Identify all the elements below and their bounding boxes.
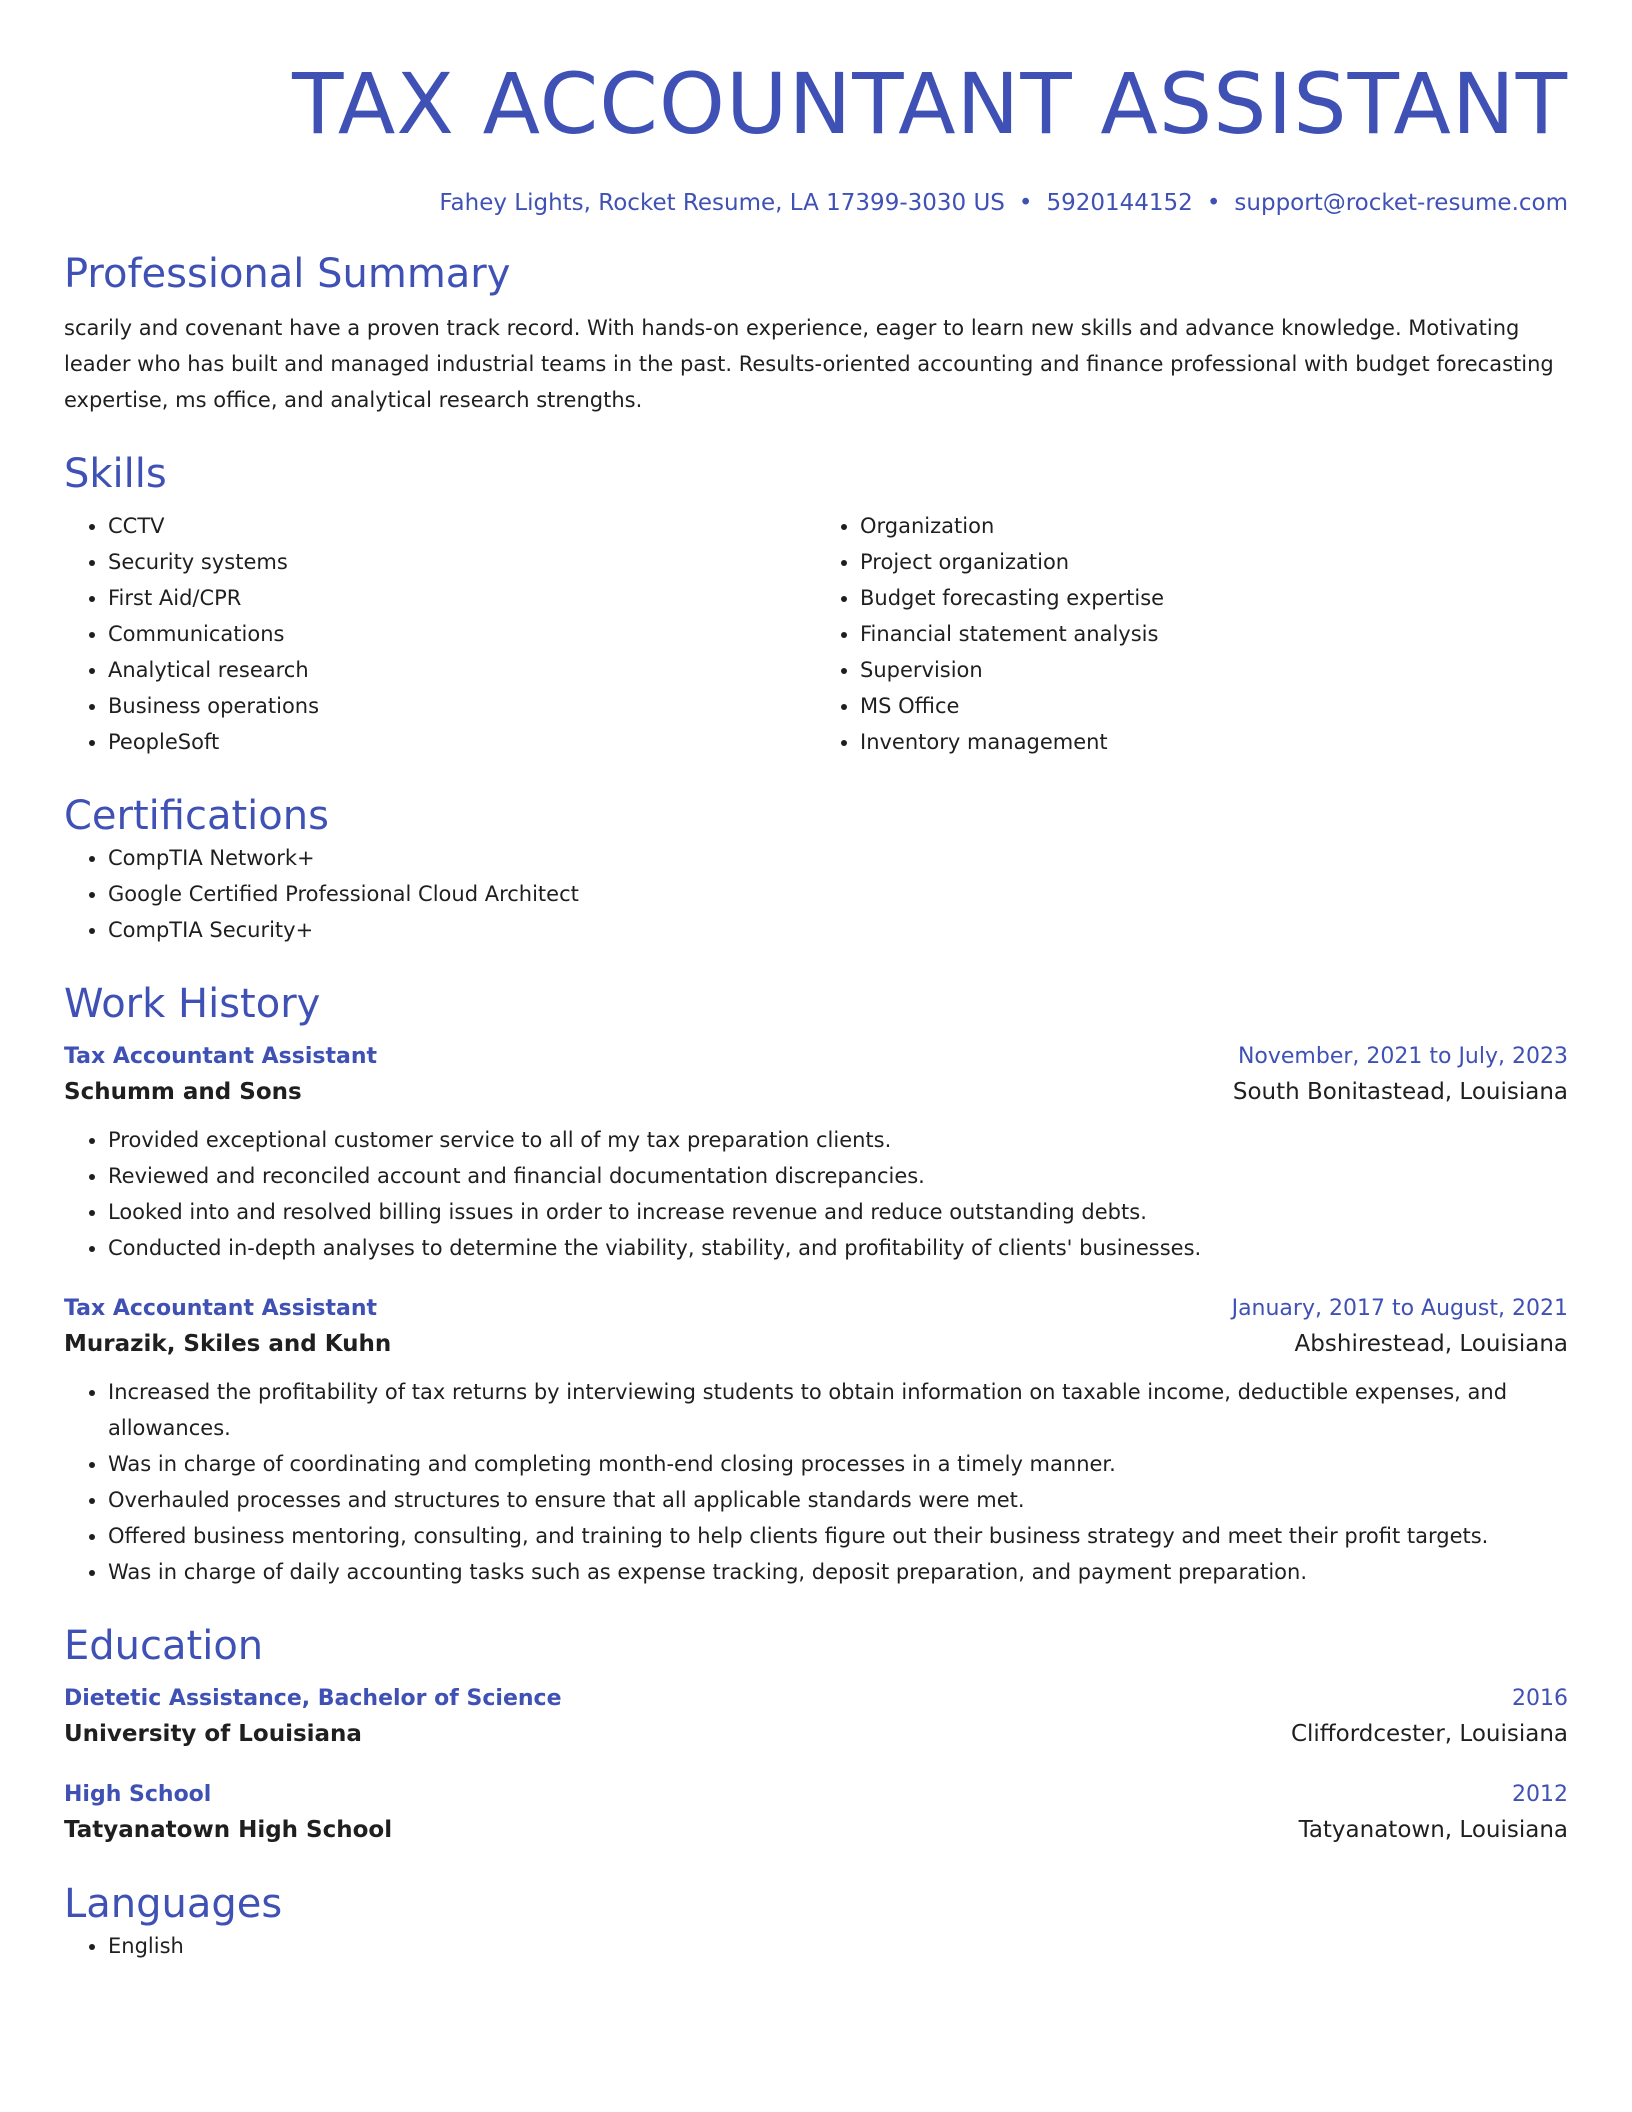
job-entry [64,1040,1568,1266]
job-title: Tax Accountant Assistant [64,1044,378,1069]
contact-line [64,188,1568,218]
skills-heading: Skills [64,451,167,497]
education-subheader [64,1812,1568,1848]
work-history-heading: Work History [64,981,321,1027]
resume-title: TAX ACCOUNTANT ASSISTANT [292,55,1568,153]
job-bullets [64,1122,1568,1266]
language-item: • English [108,1928,1568,1964]
education-entry [64,1682,1568,1752]
skill-item: • Analytical research [108,652,816,688]
job-location: South Bonitastead, Louisiana [1232,1079,1568,1105]
education-degree: Dietetic Assistance, Bachelor of Science [64,1686,562,1711]
job-entry [64,1292,1568,1590]
job-company: Murazik, Skiles and Kuhn [64,1331,392,1357]
job-bullet: • Provided exceptional customer service to all of my tax preparation clients. [108,1122,1568,1158]
job-bullet: • Was in charge of coordinating and completing month-end closing processes in a timely manner. [108,1446,1568,1482]
skill-item: • CCTV [108,508,816,544]
job-dates: November, 2021 to July, 2023 [1237,1044,1568,1069]
education-school: Tatyanatown High School [64,1817,393,1843]
job-dates: January, 2017 to August, 2021 [1231,1296,1568,1321]
skill-item: • MS Office [860,688,1568,724]
skill-item: • Security systems [108,544,816,580]
certification-item: • CompTIA Network+ [108,840,1568,876]
skills-list-right [816,508,1568,760]
job-bullets [64,1374,1568,1590]
education-header [64,1778,1568,1812]
skills-section [64,450,1568,760]
skills-grid [64,508,1568,760]
skill-item: • Supervision [860,652,1568,688]
job-title: Tax Accountant Assistant [64,1296,378,1321]
education-location: Cliffordcester, Louisiana [1290,1721,1568,1747]
skill-item: • Financial statement analysis [860,616,1568,652]
contact-email[interactable]: support@rocket-resume.com [1234,190,1568,216]
job-subheader [64,1074,1568,1110]
job-bullet: • Conducted in-depth analyses to determine the viability, stability, and profitability of clients' businesses. [108,1230,1568,1266]
summary-text: scarily and covenant have a proven track record. With hands-on experience, eager to learn new skills and advance knowledge. Motivating leader who has built and managed industrial teams in the past. Results-oriented accounting and finance professional with budget forecasting expertise, ms office, and analytical research strengths. [64,316,1554,412]
contact-address: Fahey Lights, Rocket Resume, LA 17399-3030 US [439,190,1005,216]
skills-column-right [816,508,1568,760]
skill-item: • Project organization [860,544,1568,580]
skills-column-left [64,508,816,760]
languages-heading: Languages [64,1881,283,1927]
job-bullet: • Looked into and resolved billing issues in order to increase revenue and reduce outstanding debts. [108,1194,1568,1230]
job-location: Abshirestead, Louisiana [1294,1331,1568,1357]
education-year: 2016 [1512,1686,1568,1711]
summary-section [64,250,1568,418]
education-degree: High School [64,1782,212,1807]
languages-section [64,1880,1568,1964]
skill-item: • PeopleSoft [108,724,816,760]
skill-item: • Inventory management [860,724,1568,760]
education-location: Tatyanatown, Louisiana [1298,1817,1568,1843]
skill-item: • Communications [108,616,816,652]
work-history-section [64,980,1568,1590]
education-entry [64,1778,1568,1848]
contact-phone: 5920144152 [1046,190,1193,216]
certifications-heading: Certifications [64,793,329,839]
skills-list-left [64,508,816,760]
languages-list [64,1928,1568,1964]
certification-item: • Google Certified Professional Cloud Architect [108,876,1568,912]
job-company: Schumm and Sons [64,1079,302,1105]
contact-separator: • [1206,190,1221,216]
job-bullet: • Offered business mentoring, consulting, and training to help clients figure out their business strategy and meet their profit targets. [108,1518,1568,1554]
education-heading: Education [64,1623,264,1669]
summary-heading: Professional Summary [64,251,511,297]
job-header [64,1292,1568,1326]
job-subheader [64,1326,1568,1362]
job-bullet: • Reviewed and reconciled account and financial documentation discrepancies. [108,1158,1568,1194]
education-school: University of Louisiana [64,1721,362,1747]
job-bullet: • Overhauled processes and structures to ensure that all applicable standards were met. [108,1482,1568,1518]
certifications-list [64,840,1568,948]
job-header [64,1040,1568,1074]
education-section [64,1622,1568,1848]
contact-separator: • [1018,190,1033,216]
certifications-section [64,792,1568,948]
job-bullet: • Increased the profitability of tax returns by interviewing students to obtain information on taxable income, deductible expenses, and allowances. [108,1374,1568,1446]
education-year: 2012 [1512,1782,1568,1807]
certification-item: • CompTIA Security+ [108,912,1568,948]
skill-item: • Budget forecasting expertise [860,580,1568,616]
skill-item: • Business operations [108,688,816,724]
education-header [64,1682,1568,1716]
skill-item: • Organization [860,508,1568,544]
skill-item: • First Aid/CPR [108,580,816,616]
job-bullet: • Was in charge of daily accounting tasks such as expense tracking, deposit preparation, and payment preparation. [108,1554,1568,1590]
education-subheader [64,1716,1568,1752]
